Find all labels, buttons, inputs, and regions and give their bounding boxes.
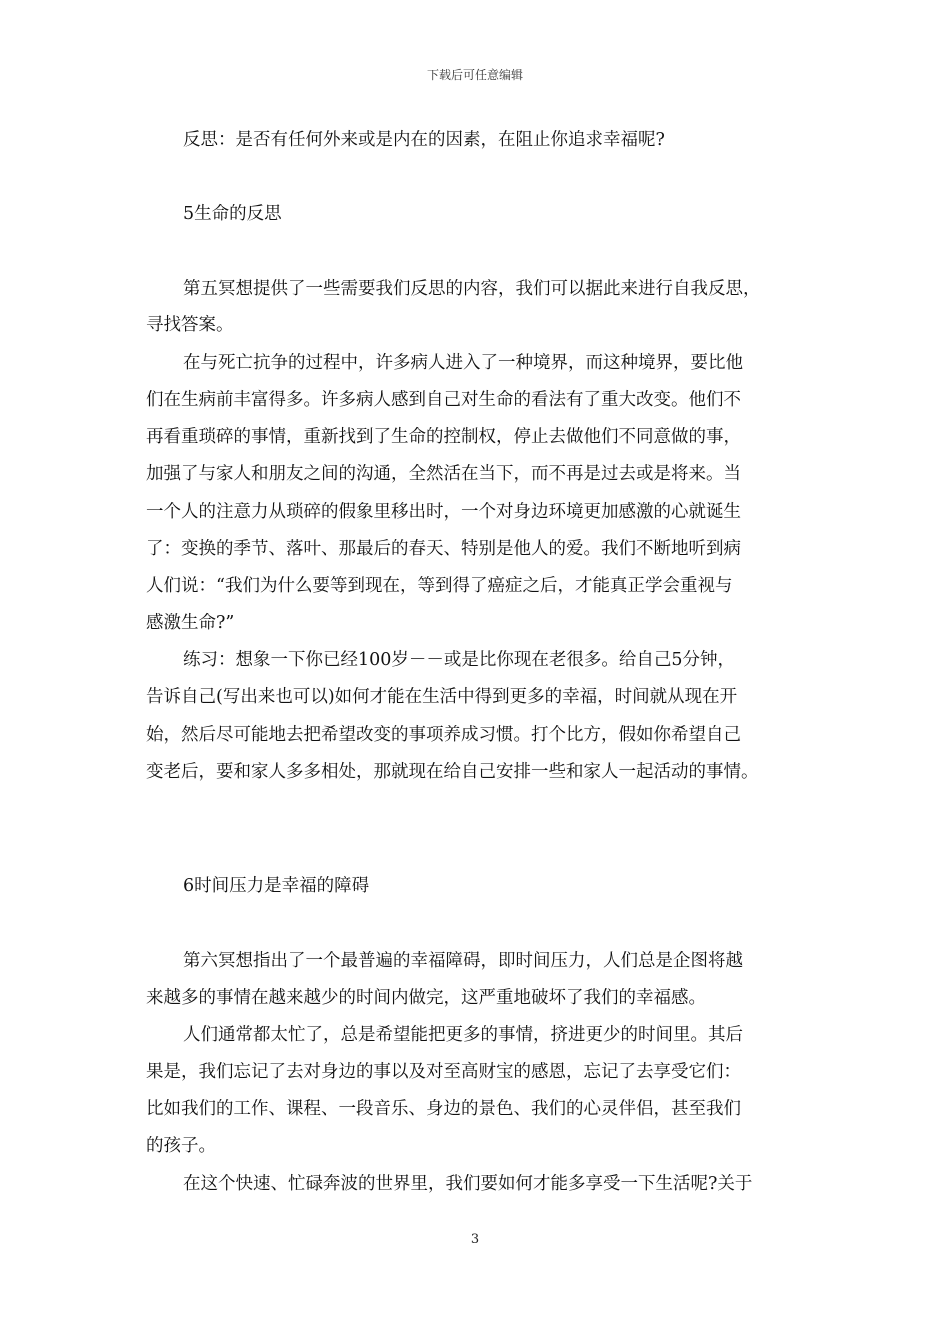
text-line: 第六冥想指出了一个最普遍的幸福障碍，即时间压力，人们总是企图将越 — [183, 951, 743, 971]
page-number: 3 — [470, 1232, 480, 1247]
text-line: 在这个快速、忙碌奔波的世界里，我们要如何才能多享受一下生活呢?关于 — [183, 1174, 753, 1194]
text-line: 反思：是否有任何外来或是内在的因素，在阻止你追求幸福呢? — [183, 130, 665, 150]
text-line: 告诉自己(写出来也可以)如何才能在生活中得到更多的幸福，时间就从现在开 — [146, 687, 738, 707]
text-line: 感激生命?” — [146, 613, 235, 633]
text-line: 练习：想象一下你已经100岁－－或是比你现在老很多。给自己5分钟， — [183, 650, 736, 670]
text-line: 在与死亡抗争的过程中，许多病人进入了一种境界，而这种境界，要比他 — [183, 353, 743, 373]
text-line: 人们通常都太忙了，总是希望能把更多的事情，挤进更少的时间里。其后 — [183, 1025, 743, 1045]
page-header: 下载后可任意编辑 — [426, 68, 523, 82]
text-line: 一个人的注意力从琐碎的假象里移出时，一个对身边环境更加感激的心就诞生 — [146, 502, 741, 522]
text-line: 了：变换的季节、落叶、那最后的春天、特别是他人的爱。我们不断地听到病 — [146, 539, 741, 559]
section-heading: 6时间压力是幸福的障碍 — [183, 876, 370, 896]
text-line: 的孩子。 — [146, 1136, 216, 1156]
text-line: 加强了与家人和朋友之间的沟通，全然活在当下，而不再是过去或是将来。当 — [146, 464, 741, 484]
text-line: 寻找答案。 — [146, 315, 234, 335]
text-line: 再看重琐碎的事情，重新找到了生命的控制权，停止去做他们不同意做的事， — [146, 427, 741, 447]
text-line: 变老后，要和家人多多相处，那就现在给自己安排一些和家人一起活动的事情。 — [146, 762, 759, 782]
section-heading: 5生命的反思 — [183, 204, 282, 224]
text-line: 第五冥想提供了一些需要我们反思的内容，我们可以据此来进行自我反思， — [183, 279, 761, 299]
text-line: 人们说：“我们为什么要等到现在，等到得了癌症之后，才能真正学会重视与 — [146, 576, 733, 596]
text-line: 来越多的事情在越来越少的时间内做完，这严重地破坏了我们的幸福感。 — [146, 988, 706, 1008]
text-line: 始，然后尽可能地去把希望改变的事项养成习惯。打个比方，假如你希望自己 — [146, 725, 741, 745]
text-line: 们在生病前丰富得多。许多病人感到自己对生命的看法有了重大改变。他们不 — [146, 390, 741, 410]
text-line: 果是，我们忘记了去对身边的事以及对至高财宝的感恩，忘记了去享受它们： — [146, 1062, 741, 1082]
text-line: 比如我们的工作、课程、一段音乐、身边的景色、我们的心灵伴侣，甚至我们 — [146, 1099, 741, 1119]
